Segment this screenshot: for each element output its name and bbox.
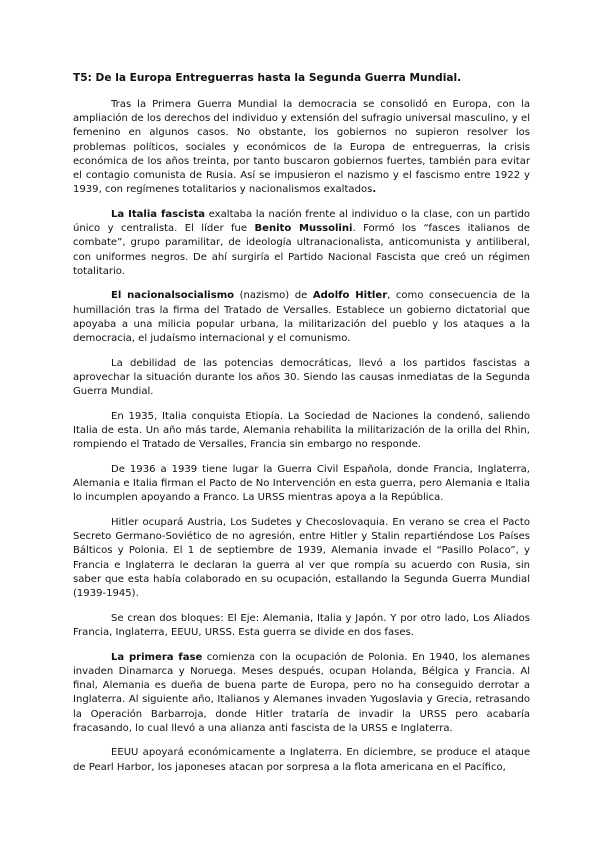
- text: En 1935, Italia conquista Etiopía. La Sociedad de Naciones la condenó, saliendo Italia de esta. Un año más tarde, Alemania rehabilita la militarización de la orilla del Rhin, rompiendo el Tratado de Versalles, Francia sin embargo no responde.: [73, 410, 530, 451]
- text: EEUU apoyará económicamente a Inglaterra. En diciembre, se produce el ataque de Pearl Harbor, los japoneses atacan por sorpresa a la flota americana en el Pacífico,: [73, 747, 530, 773]
- bold-text: Adolfo Hitler: [312, 290, 388, 302]
- document-title: T5: De la Europa Entreguerras hasta la Segunda Guerra Mundial.: [73, 72, 462, 84]
- paragraph: [73, 357, 530, 400]
- text: comienza con la ocupación de Polonia. En 1940, los alemanes invaden Dinamarca y Noruega. Meses después, ocupan Holanda, Bélgica y Francia. Al final, Alemania es dueña de buena parte de Europa, pero no ha conseguido derrotar a Inglaterra. Al siguiente año, Italianos y Alemanes invaden Yugoslavia y Grecia, retrasando la Operación Barbarroja, donde Hitler trataría de invadir la URSS pero acabaría fracasando, lo cual llevó a una alianza anti fascista de la URSS e Inglaterra.: [73, 651, 530, 734]
- paragraph: [73, 98, 530, 197]
- text: , como consecuencia de la humillación tras la firma del Tratado de Versalles. Establece un gobierno dictatorial que apoyaba a una milicia popular urbana, la militarización del pueblo y los ataques a la democracia, el judaísmo internacional y el comunismo.: [73, 290, 530, 345]
- text: (nazismo) de: [234, 290, 313, 302]
- text: Se crean dos bloques: El Eje: Alemania, Italia y Japón. Y por otro lado, Los Aliados Francia, Inglaterra, EEUU, URSS. Esta guerra se divide en dos fases.: [73, 612, 530, 638]
- paragraph: [73, 651, 530, 736]
- text: Hitler ocupará Austria, Los Sudetes y Checoslovaquia. En verano se crea el Pacto Secreto Germano-Soviético de no agresión, entre Hitler y Stalin repartiéndose Los Países Bálticos y Polonia. El 1 de septiembre de 1939, Alemania invade el “Pasillo Polaco”, y Francia e Inglaterra le declaran la guerra al ver que rompía su acuerdo con Rusia, sin saber que esta había colaborado en su ocupación, estallando la Segunda Guerra Mundial (1939-1945).: [73, 517, 530, 600]
- bold-text: Benito Mussolini: [254, 223, 353, 235]
- text: De 1936 a 1939 tiene lugar la Guerra Civil Española, donde Francia, Inglaterra, Alemania e Italia firman el Pacto de No Intervención en esta guerra, pero Alemania e Italia lo incumplen apoyando a Franco. La URSS mientras apoya a la República.: [73, 463, 530, 504]
- document-body: [73, 98, 530, 775]
- paragraph: [73, 410, 530, 453]
- paragraph: [73, 208, 530, 279]
- text: . Formó los “fasces italianos de combate”, grupo paramilitar, de ideología ultranacionalista, anticomunista y antiliberal, con uniformes negros. De ahí surgiría el Partido Nacional Fascista que creó un régimen totalitario.: [73, 223, 530, 277]
- bold-text: El nacionalsocialismo: [111, 290, 235, 302]
- paragraph: [73, 463, 530, 506]
- text: Tras la Primera Guerra Mundial la democracia se consolidó en Europa, con la ampliación de los derechos del individuo y extensión del sufragio universal masculino, y el femenino en algunos casos. No obstante, los gobiernos no supieron resolver los problemas políticos, sociales y económicos de la Europa de entreguerras, la crisis económica de los años treinta, por tanto buscaron gobiernos fuertes, también para evitar el contagio comunista de Rusia. Así se impusieron el nazismo y el fascismo entre 1922 y 1939, con regímenes totalitarios y nacionalismos exaltados: [73, 99, 530, 196]
- bold-text: La primera fase: [111, 651, 203, 663]
- paragraph: [73, 289, 530, 346]
- text: exaltaba la nación frente al individuo o la clase, con un partido único y centralista. El líder fue: [73, 208, 530, 235]
- paragraph: [73, 516, 530, 601]
- text: La debilidad de las potencias democráticas, llevó a los partidos fascistas a aprovechar la situación durante los años 30. Siendo las causas inmediatas de la Segunda Guerra Mundial.: [73, 357, 530, 398]
- bold-text: La Italia fascista: [111, 208, 206, 220]
- paragraph: [73, 746, 530, 774]
- bold-text: .: [372, 184, 377, 196]
- paragraph: [73, 612, 530, 640]
